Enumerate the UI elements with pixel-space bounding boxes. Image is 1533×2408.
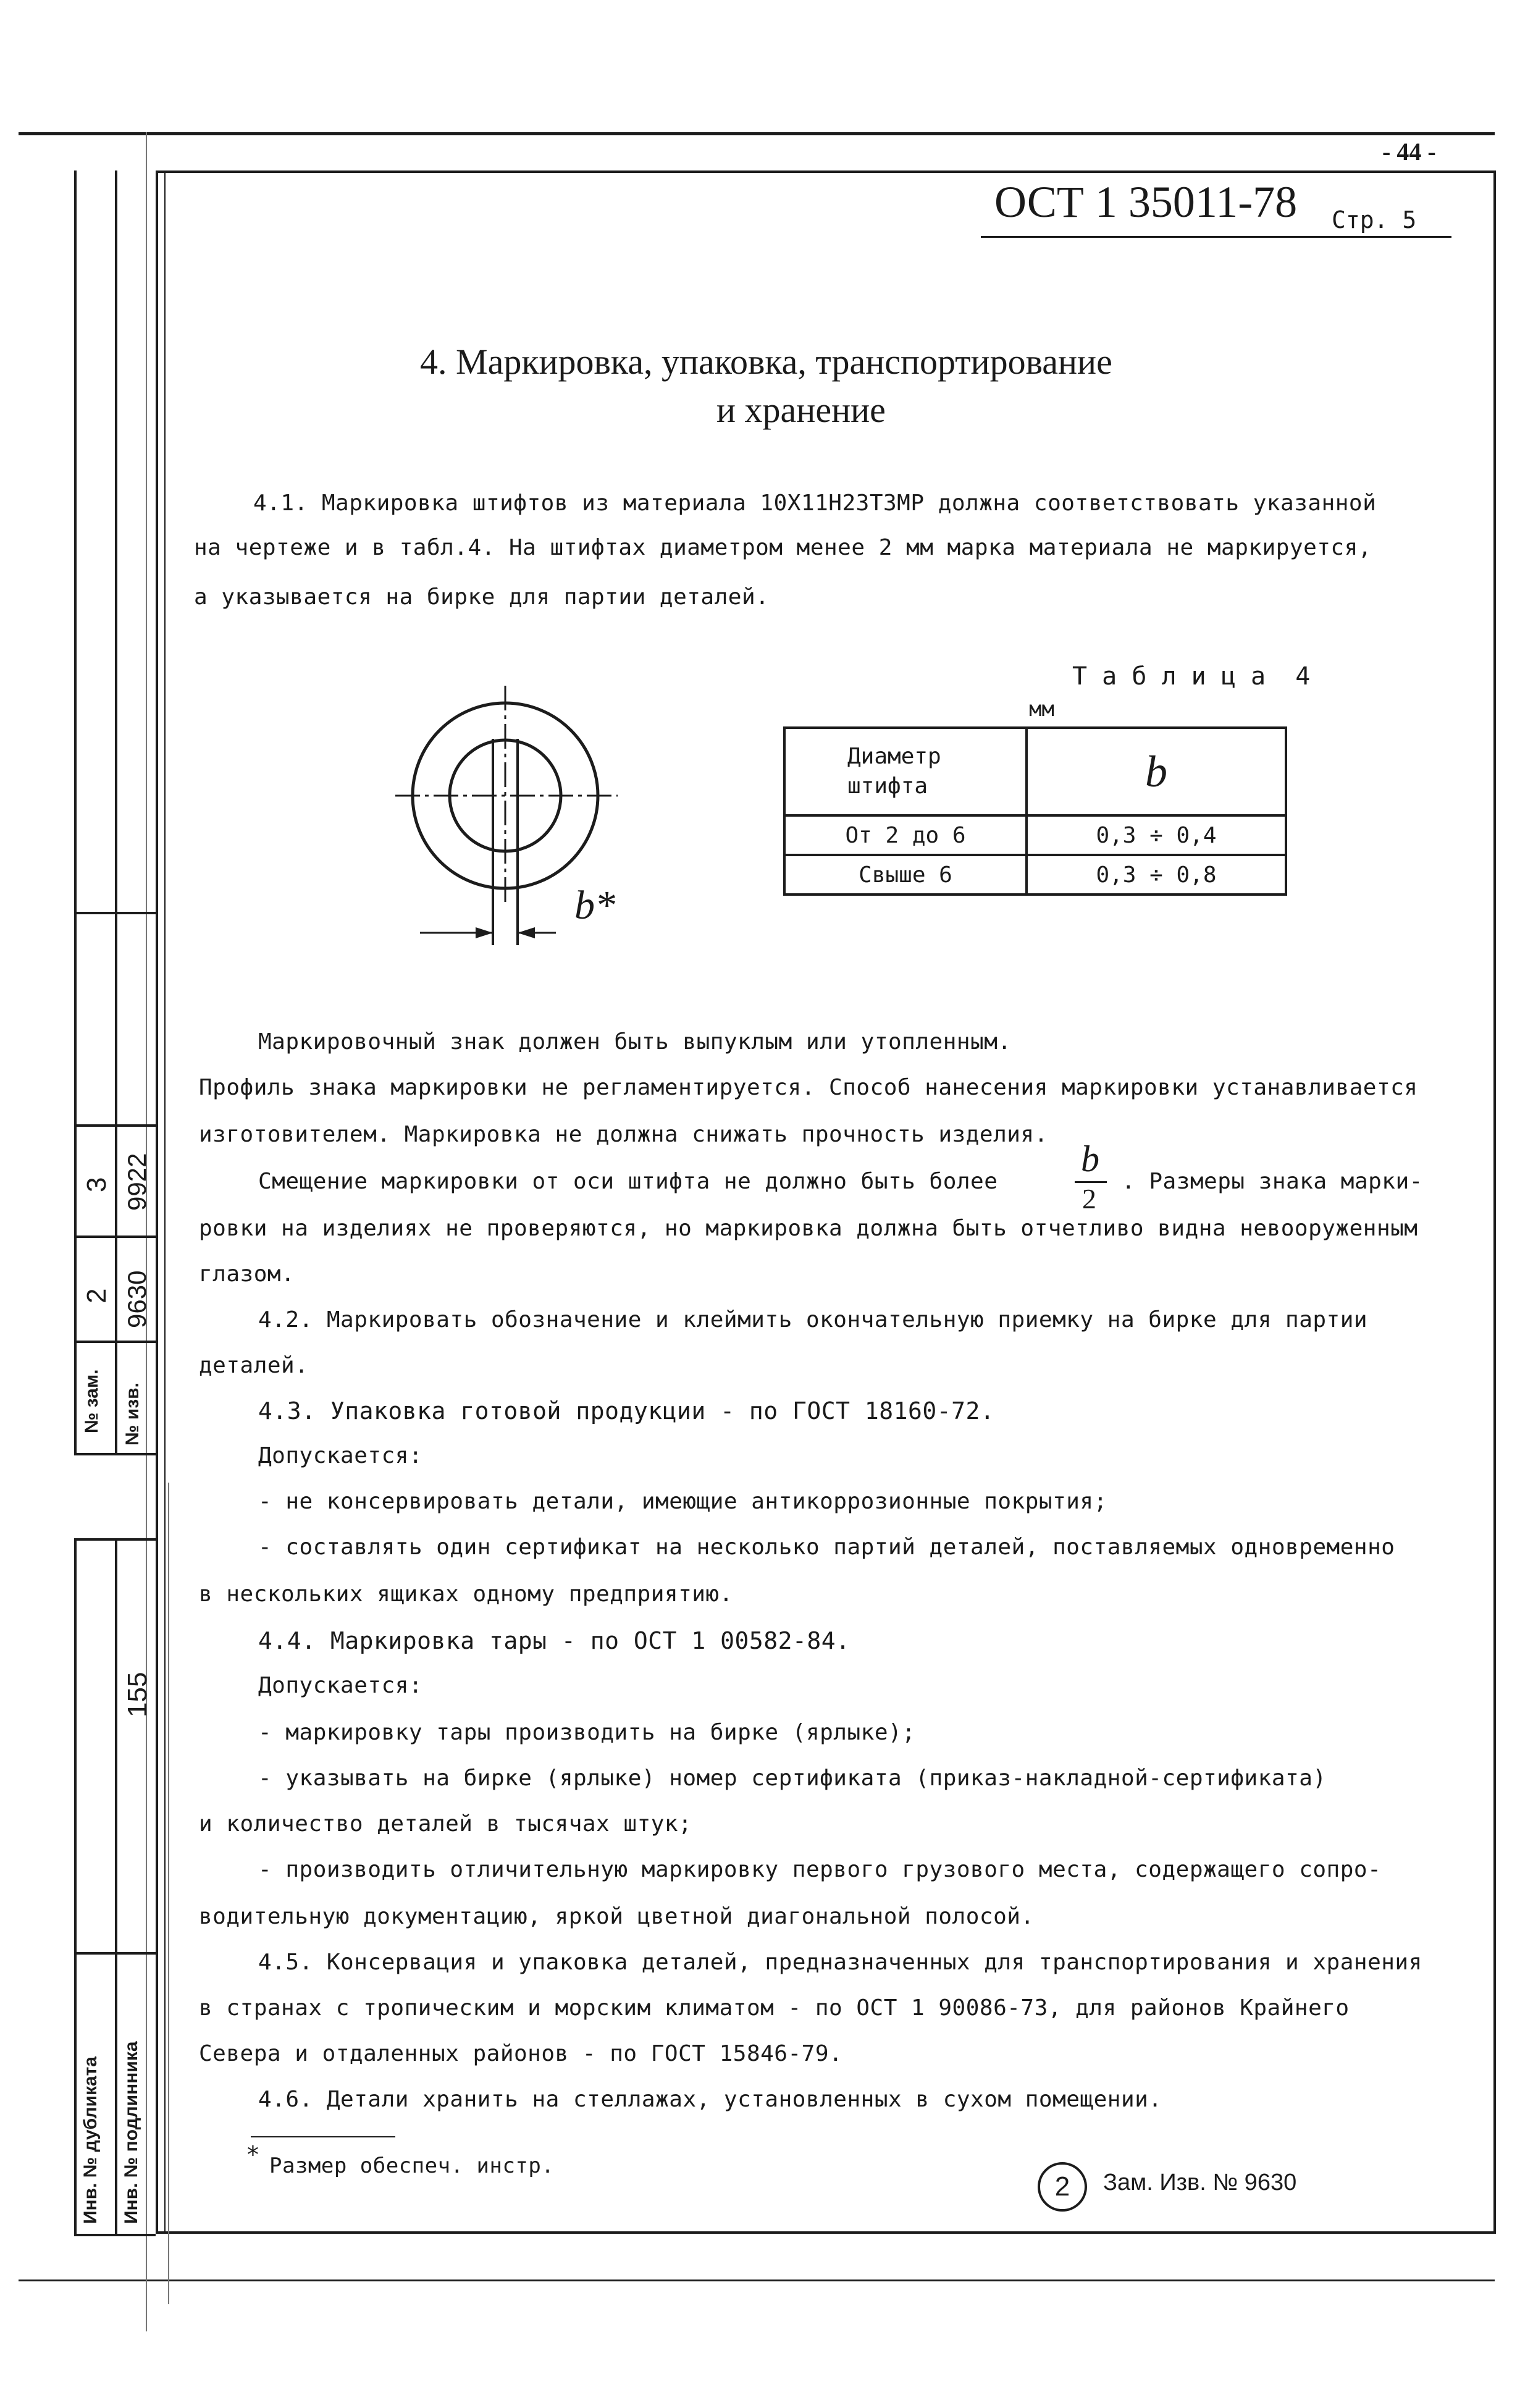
margin-label-podl: Инв. № подлинника: [121, 2041, 141, 2224]
header-diameter: Диаметр штифта: [784, 728, 1027, 815]
p41-line2: на чертеже и в табл.4. На штифтах диаметром менее 2 мм марка материала не маркируется,: [194, 535, 1372, 560]
table-caption: Т а б л и ц а 4: [1072, 662, 1311, 691]
footnote-rule: [251, 2136, 395, 2137]
fraction-denominator: 2: [1082, 1183, 1096, 1215]
margin-row-5: [74, 1453, 156, 1455]
margin-label-dubl: Инв. № дубликата: [80, 2056, 101, 2224]
frame-bottom-outer: [19, 2280, 1495, 2281]
p45-line3: Севера и отдаленных районов - по ГОСТ 15846-79.: [199, 2041, 843, 2066]
header-underline: [981, 236, 1451, 238]
p43-line2: Допускается:: [258, 1443, 423, 1468]
margin-col-divider: [115, 170, 117, 1455]
p43-line5: в нескольких ящиках одному предприятию.: [199, 1581, 733, 1607]
frame-left-line: [156, 170, 158, 2234]
table-header-row: [784, 728, 1286, 815]
pmark-line2: Профиль знака маркировки не регламентируется. Способ нанесения маркировки устанавливается: [199, 1075, 1418, 1100]
margin-rev-a: 3: [82, 1177, 112, 1192]
p44-line1: 4.4. Маркировка тары - по ОСТ 1 00582-84.: [258, 1627, 850, 1654]
p43-line1: 4.3. Упаковка готовой продукции - по ГОСТ 18160-72.: [258, 1397, 995, 1425]
margin-notice-b: 9630: [122, 1270, 151, 1328]
fraction-numerator: b: [1081, 1139, 1099, 1179]
footnote-text: Размер обеспеч. инстр.: [269, 2153, 555, 2178]
pmark-line4a: Смещение маркировки от оси штифта не должно быть более: [258, 1169, 998, 1194]
p43-line4: - составлять один сертификат на несколько партий деталей, поставляемых одновременно: [258, 1534, 1395, 1560]
frame-bottom-line: [156, 2231, 1496, 2234]
p44-line2: Допускается:: [258, 1673, 423, 1698]
p42-line2: деталей.: [199, 1353, 309, 1378]
binding-line: [146, 132, 147, 2331]
page-label: Стр. 5: [1332, 206, 1417, 234]
p46-line1: 4.6. Детали хранить на стеллажах, установленных в сухом помещении.: [258, 2087, 1162, 2112]
margin-row-3: [74, 1236, 156, 1238]
row1-b: 0,3 ÷ 0,4: [1027, 815, 1286, 855]
dim-arrow-left: [476, 927, 493, 938]
dim-arrow-right: [518, 927, 535, 938]
p44-line7: водительную документацию, яркой цветной диагональной полосой.: [199, 1904, 1035, 1929]
margin-rev-b: 2: [82, 1288, 112, 1303]
section-title-line2: и хранение: [716, 390, 886, 430]
table-unit: мм: [1029, 697, 1054, 722]
margin-row-1: [74, 912, 156, 914]
margin2-top: [74, 1538, 156, 1541]
margin-number: 155: [122, 1672, 153, 1717]
revision-text: Зам. Изв. № 9630: [1103, 2170, 1297, 2195]
frame-right-line: [1493, 170, 1496, 2234]
margin2-mid: [74, 1952, 156, 1955]
row2-diameter: Свыше 6: [784, 855, 1027, 895]
row2-b: 0,3 ÷ 0,8: [1027, 855, 1286, 895]
header-b: b: [1027, 728, 1286, 815]
p42-line1: 4.2. Маркировать обозначение и клеймить окончательную приемку на бирке для партии: [258, 1307, 1368, 1332]
p44-line5: и количество деталей в тысячах штук;: [199, 1811, 692, 1837]
pmark-line4b: . Размеры знака марки-: [1122, 1169, 1423, 1194]
margin-label-zam: № зам.: [82, 1369, 102, 1433]
margin-row-2: [74, 1124, 156, 1127]
frame-top-line: [19, 132, 1495, 135]
p41-line1: 4.1. Маркировка штифтов из материала 10Х11Н23Т3МР должна соответствовать указанной: [253, 490, 1377, 516]
binding-line-2: [168, 1483, 169, 2304]
margin-notice-a: 9922: [122, 1153, 151, 1211]
page-number: - 44 -: [1382, 138, 1436, 166]
p45-line1: 4.5. Консервация и упаковка деталей, предназначенных для транспортирования и хранения: [258, 1950, 1422, 1975]
table-4: [783, 726, 1287, 896]
p45-line2: в странах с тропическим и морским климатом - по ОСТ 1 90086-73, для районов Крайнего: [199, 1995, 1350, 2021]
dimension-label: b*: [574, 883, 615, 928]
p41-line3: а указывается на бирке для партии деталей.: [194, 584, 770, 610]
margin-left-edge: [74, 170, 77, 1455]
margin2-left-edge: [74, 1538, 77, 2236]
section-title-line1: 4. Маркировка, упаковка, транспортирование: [420, 342, 1112, 382]
p44-line3: - маркировку тары производить на бирке (ярлыке);: [258, 1720, 916, 1745]
p43-line3: - не консервировать детали, имеющие антикоррозионные покрытия;: [258, 1489, 1107, 1514]
table-row: [784, 855, 1286, 895]
p44-line6: - производить отличительную маркировку первого грузового места, содержащего сопро-: [258, 1857, 1382, 1882]
margin-row-4: [74, 1341, 156, 1343]
margin2-bottom: [74, 2234, 156, 2236]
footnote-mark: *: [246, 2141, 260, 2168]
frame-left-double: [164, 170, 166, 2234]
p44-line4: - указывать на бирке (ярлыке) номер сертификата (приказ-накладной-сертификата): [258, 1766, 1327, 1791]
pmark-line6: глазом.: [199, 1261, 295, 1287]
pin-end-drawing: [383, 680, 649, 976]
margin-label-izv: № изв.: [122, 1383, 143, 1446]
margin2-col-divider: [115, 1538, 117, 2236]
pmark-line1: Маркировочный знак должен быть выпуклым или утопленным.: [258, 1029, 1012, 1055]
table-row: [784, 815, 1286, 855]
revision-circle: 2: [1038, 2162, 1087, 2212]
row1-diameter: От 2 до 6: [784, 815, 1027, 855]
frame-top-inner: [156, 170, 1496, 173]
pmark-line5: ровки на изделиях не проверяются, но маркировка должна быть отчетливо видна невооруженным: [199, 1216, 1418, 1241]
pmark-line3: изготовителем. Маркировка не должна снижать прочность изделия.: [199, 1122, 1048, 1147]
standard-number: ОСТ 1 35011-78: [994, 177, 1298, 227]
